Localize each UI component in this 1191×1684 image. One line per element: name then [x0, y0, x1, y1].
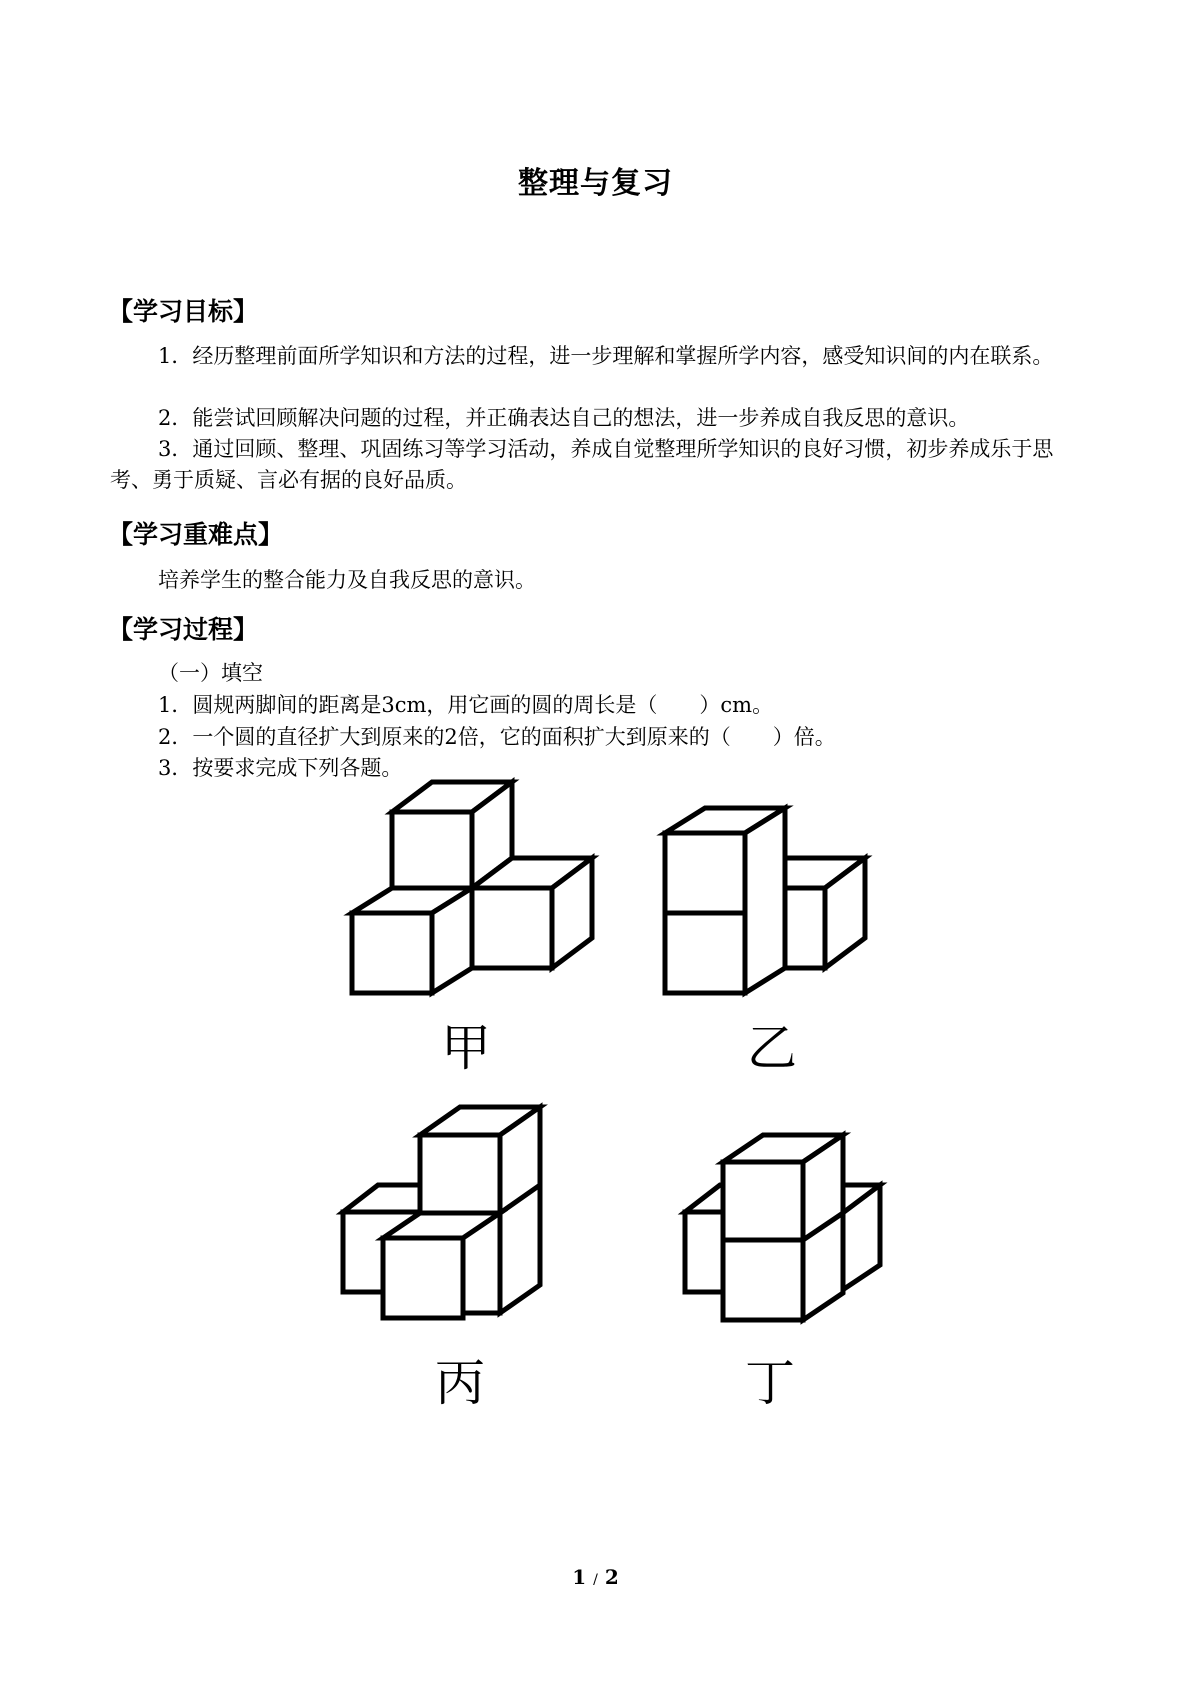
- figure-label-bing: 丙: [435, 1354, 485, 1412]
- key-points-heading: 【学习重难点】: [108, 520, 284, 549]
- page-separator: /: [593, 1572, 598, 1588]
- key-points-text: 培养学生的整合能力及自我反思的意识。: [158, 568, 536, 592]
- figure-label-jia: 甲: [441, 1019, 491, 1077]
- goal-item-3: 3．通过回顾、整理、巩固练习等学习活动，养成自觉整理所学知识的良好习惯，初步养成乐于思考、勇于质疑、言必有据的良好品质。: [110, 437, 1054, 492]
- goal-item-1: 1．经历整理前面所学知识和方法的过程，进一步理解和掌握所学内容，感受知识间的内在联系。: [158, 344, 1054, 368]
- fill-blank-subheading: （一）填空: [158, 661, 263, 685]
- cube-figure-ding: [685, 1135, 880, 1320]
- cube-figure-bing: [343, 1107, 540, 1318]
- cube-figure-yi: [665, 808, 865, 993]
- page-total: 2: [604, 1565, 619, 1589]
- question-2: 2．一个圆的直径扩大到原来的2倍，它的面积扩大到原来的（ ）倍。: [158, 725, 836, 749]
- page-title: 整理与复习: [518, 166, 673, 201]
- page-current: 1: [572, 1565, 587, 1589]
- process-heading: 【学习过程】: [108, 615, 259, 644]
- goal-item-2: 2．能尝试回顾解决问题的过程，并正确表达自己的想法，进一步养成自我反思的意识。: [158, 406, 970, 430]
- cube-figure-jia: [352, 782, 592, 993]
- figure-label-ding: 丁: [745, 1354, 795, 1412]
- figure-label-yi: 乙: [747, 1019, 797, 1077]
- question-1: 1．圆规两脚间的距离是3cm，用它画的圆的周长是（ ）cm。: [158, 693, 774, 717]
- question-3: 3．按要求完成下列各题。: [158, 756, 403, 780]
- page-number: [0, 1565, 1191, 1589]
- goals-heading: 【学习目标】: [108, 297, 259, 326]
